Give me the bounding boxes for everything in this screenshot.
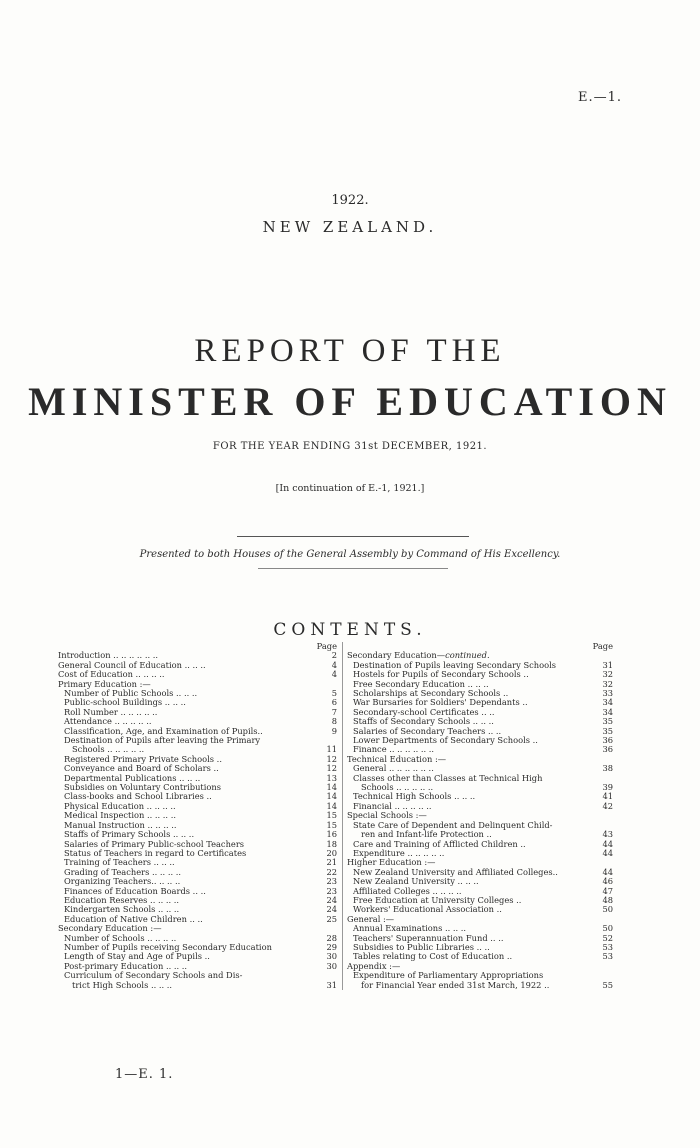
entry-title: Technical Education :— bbox=[347, 753, 447, 764]
entry-page: 6 bbox=[331, 697, 337, 708]
entry-page: 44 bbox=[602, 866, 613, 877]
entry-page: 8 bbox=[331, 716, 337, 727]
entry-page: 29 bbox=[326, 941, 337, 952]
entry-page: 52 bbox=[602, 932, 613, 943]
entry-title: Classification, Age, and Examination of Pupils.. bbox=[64, 725, 263, 736]
entry-page: 7 bbox=[331, 706, 337, 717]
entry-title: Free Education at University Colleges .. bbox=[353, 894, 522, 905]
entry-title: Affiliated Colleges .. .. .. .. bbox=[353, 885, 462, 896]
entry-title: Schools .. .. .. .. .. bbox=[361, 782, 434, 793]
entry-title: Workers' Educational Association .. bbox=[353, 904, 502, 915]
entry-page: 39 bbox=[602, 782, 613, 793]
entry-page: 30 bbox=[326, 951, 337, 962]
entry-title: Salaries of Primary Public-school Teachers bbox=[64, 838, 245, 849]
entry-title: Subsidies on Voluntary Contributions bbox=[64, 782, 222, 793]
entry-title: Introduction .. .. .. .. .. .. bbox=[58, 650, 159, 661]
entry-title: Staffs of Secondary Schools .. .. .. bbox=[353, 716, 494, 727]
entry-page: 47 bbox=[602, 885, 613, 896]
contents-left-column bbox=[58, 642, 337, 990]
entry-page: 14 bbox=[326, 782, 337, 793]
entry-page: 48 bbox=[602, 894, 613, 905]
entry-title: Conveyance and Board of Scholars .. bbox=[64, 763, 219, 774]
entry-page: 15 bbox=[326, 810, 337, 821]
entry-page: 21 bbox=[326, 857, 337, 868]
entry-title: Appendix :— bbox=[347, 960, 401, 971]
entry-page: 14 bbox=[326, 791, 337, 802]
entry-title: New Zealand University .. .. .. bbox=[353, 876, 479, 887]
entry-title: Education of Native Children .. .. bbox=[64, 913, 203, 924]
entry-title: Destination of Pupils leaving Secondary Schools bbox=[353, 659, 557, 670]
entry-title: Special Schools :— bbox=[347, 810, 427, 821]
entry-title: Destination of Pupils after leaving the Primary bbox=[64, 735, 261, 746]
entry-page: 44 bbox=[602, 847, 613, 858]
entry-page: 33 bbox=[602, 688, 613, 699]
entry-page: 35 bbox=[602, 725, 613, 736]
entry-page: 43 bbox=[602, 829, 613, 840]
entry-title: Finances of Education Boards .. .. bbox=[64, 885, 206, 896]
entry-title: Hostels for Pupils of Secondary Schools .. bbox=[353, 669, 529, 680]
entry-page: 4 bbox=[331, 669, 337, 680]
entry-title: Length of Stay and Age of Pupils .. bbox=[64, 951, 210, 962]
entry-title: General Council of Education .. .. .. bbox=[58, 659, 206, 670]
entry-title: Scholarships at Secondary Schools .. bbox=[353, 688, 509, 699]
country-title: NEW ZEALAND. bbox=[262, 218, 438, 236]
entry-title: Kindergarten Schools .. .. .. bbox=[64, 904, 180, 915]
entry-page: 55 bbox=[602, 979, 613, 990]
entry-title: Subsidies to Public Libraries .. .. bbox=[353, 941, 490, 952]
entry-title: trict High Schools .. .. .. bbox=[72, 979, 173, 990]
entry-title: Teachers' Superannuation Fund .. .. bbox=[353, 932, 504, 943]
entry-title: Curriculum of Secondary Schools and Dis- bbox=[64, 970, 243, 981]
entry-page: 15 bbox=[326, 819, 337, 830]
entry-page: 13 bbox=[326, 772, 337, 783]
entry-title: Training of Teachers .. .. .. bbox=[64, 857, 175, 868]
entry-page: 36 bbox=[602, 735, 613, 746]
entry-title: Number of Schools .. .. .. .. bbox=[64, 932, 177, 943]
entry-page: 50 bbox=[602, 923, 613, 934]
divider-rule bbox=[237, 536, 469, 537]
entry-title: Expenditure .. .. .. .. .. bbox=[353, 847, 445, 858]
entry-page: 20 bbox=[326, 847, 337, 858]
entry-page: 2 bbox=[331, 650, 337, 661]
entry-page: 31 bbox=[326, 979, 337, 990]
entry-page: 38 bbox=[602, 763, 613, 774]
entry-title: Staffs of Primary Schools .. .. .. bbox=[64, 829, 195, 840]
entry-page: 23 bbox=[326, 876, 337, 887]
entry-page: 22 bbox=[326, 866, 337, 877]
entry-title: Primary Education :— bbox=[58, 678, 151, 689]
contents-entry bbox=[347, 981, 613, 990]
entry-page: 32 bbox=[602, 669, 613, 680]
entry-title: War Bursaries for Soldiers' Dependants .. bbox=[353, 697, 528, 708]
contents-right-column bbox=[342, 642, 613, 990]
entry-page: 34 bbox=[602, 706, 613, 717]
document-reference: E.—1. bbox=[577, 90, 622, 105]
entry-title: Tables relating to Cost of Education .. bbox=[353, 951, 513, 962]
entry-title: Lower Departments of Secondary Schools .. bbox=[353, 735, 538, 746]
entry-title: State Care of Dependent and Delinquent Child- bbox=[353, 819, 553, 830]
entry-title: General .. .. .. .. .. .. bbox=[353, 763, 434, 774]
entry-page: 46 bbox=[602, 876, 613, 887]
entry-page: 4 bbox=[331, 659, 337, 670]
entry-page: 12 bbox=[326, 753, 337, 764]
entry-title: Number of Public Schools .. .. .. bbox=[64, 688, 198, 699]
entry-page: 24 bbox=[326, 894, 337, 905]
entry-page: 24 bbox=[326, 904, 337, 915]
entry-page: 50 bbox=[602, 904, 613, 915]
entry-title: Care and Training of Afflicted Children .. bbox=[353, 838, 526, 849]
entry-title: Medical Inspection .. .. .. .. bbox=[64, 810, 176, 821]
entry-title: Secondary-school Certificates .. .. bbox=[353, 706, 495, 717]
entry-page: 9 bbox=[331, 725, 337, 736]
entry-title: Attendance .. .. .. .. .. bbox=[64, 716, 152, 727]
entry-page: 12 bbox=[326, 763, 337, 774]
entry-title: Status of Teachers in regard to Certificates bbox=[64, 847, 247, 858]
entry-title: Technical High Schools .. .. .. bbox=[353, 791, 476, 802]
entry-title: Class-books and School Libraries .. bbox=[64, 791, 212, 802]
entry-title: Manual Instruction .. .. .. .. bbox=[64, 819, 177, 830]
entry-page: 35 bbox=[602, 716, 613, 727]
entry-page: 18 bbox=[326, 838, 337, 849]
entry-title: Salaries of Secondary Teachers .. .. bbox=[353, 725, 502, 736]
entry-page: 30 bbox=[326, 960, 337, 971]
contents-heading: CONTENTS. bbox=[273, 620, 427, 640]
entry-title: Registered Primary Private Schools .. bbox=[64, 753, 222, 764]
entry-title: Grading of Teachers .. .. .. .. bbox=[64, 866, 182, 877]
entry-title: Finance .. .. .. .. .. .. bbox=[353, 744, 435, 755]
presented-note: Presented to both Houses of the General Assembly by Command of His Excellency. bbox=[139, 549, 561, 560]
minister-title: MINISTER OF EDUCATION bbox=[28, 379, 672, 424]
year: 1922. bbox=[331, 193, 369, 208]
entry-title: Higher Education :— bbox=[347, 857, 436, 868]
divider-rule bbox=[258, 568, 448, 569]
entry-title: Post-primary Education .. .. .. bbox=[64, 960, 188, 971]
entry-title: Departmental Publications .. .. .. bbox=[64, 772, 201, 783]
signature-mark: 1—E. 1. bbox=[115, 1067, 174, 1082]
entry-title: Cost of Education .. .. .. .. bbox=[58, 669, 165, 680]
entry-title: Classes other than Classes at Technical High bbox=[353, 772, 543, 783]
entry-title: General :— bbox=[347, 913, 395, 924]
entry-page: 34 bbox=[602, 697, 613, 708]
entry-title: ren and Infant-life Protection .. bbox=[361, 829, 492, 840]
entry-title: Annual Examinations .. .. .. bbox=[353, 923, 467, 934]
entry-title: Education Reserves .. .. .. .. bbox=[64, 894, 180, 905]
report-subtitle: FOR THE YEAR ENDING 31st DECEMBER, 1921. bbox=[212, 441, 488, 452]
entry-page: 11 bbox=[326, 744, 337, 755]
entry-page: 42 bbox=[602, 800, 613, 811]
page-column-label: Page bbox=[316, 641, 337, 651]
entry-page: 53 bbox=[602, 951, 613, 962]
entry-page: 23 bbox=[326, 885, 337, 896]
entry-page: 53 bbox=[602, 941, 613, 952]
continuation-note: [In continuation of E.-1, 1921.] bbox=[275, 483, 425, 494]
page-column-label: Page bbox=[592, 641, 613, 651]
entry-title: Organizing Teachers.. .. .. .. bbox=[64, 876, 181, 887]
entry-page: 28 bbox=[326, 932, 337, 943]
entry-title: Secondary Education—continued. bbox=[347, 650, 490, 661]
entry-title: Public-school Buildings .. .. .. bbox=[64, 697, 186, 708]
entry-title: New Zealand University and Affiliated Colleges.. bbox=[353, 866, 558, 877]
entry-title: Secondary Education :— bbox=[58, 923, 162, 934]
entry-title: Schools .. .. .. .. .. bbox=[72, 744, 145, 755]
entry-title: for Financial Year ended 31st March, 1922 .. bbox=[361, 979, 550, 990]
entry-title: Free Secondary Education .. .. .. bbox=[353, 678, 489, 689]
entry-page: 44 bbox=[602, 838, 613, 849]
entry-page: 36 bbox=[602, 744, 613, 755]
entry-page: 32 bbox=[602, 678, 613, 689]
entry-page: 16 bbox=[326, 829, 337, 840]
report-title: REPORT OF THE bbox=[194, 333, 506, 369]
entry-title: Physical Education .. .. .. .. bbox=[64, 800, 176, 811]
entry-page: 25 bbox=[326, 913, 337, 924]
entry-page: 5 bbox=[331, 688, 337, 699]
entry-title: Number of Pupils receiving Secondary Education bbox=[64, 941, 272, 952]
contents-entry bbox=[58, 981, 337, 990]
entry-title: Expenditure of Parliamentary Appropriations bbox=[353, 970, 544, 981]
entry-page: 31 bbox=[602, 659, 613, 670]
entry-page: 41 bbox=[602, 791, 613, 802]
entry-page: 14 bbox=[326, 800, 337, 811]
entry-title: Roll Number .. .. .. .. .. bbox=[64, 706, 158, 717]
entry-title: Financial .. .. .. .. .. bbox=[353, 800, 432, 811]
